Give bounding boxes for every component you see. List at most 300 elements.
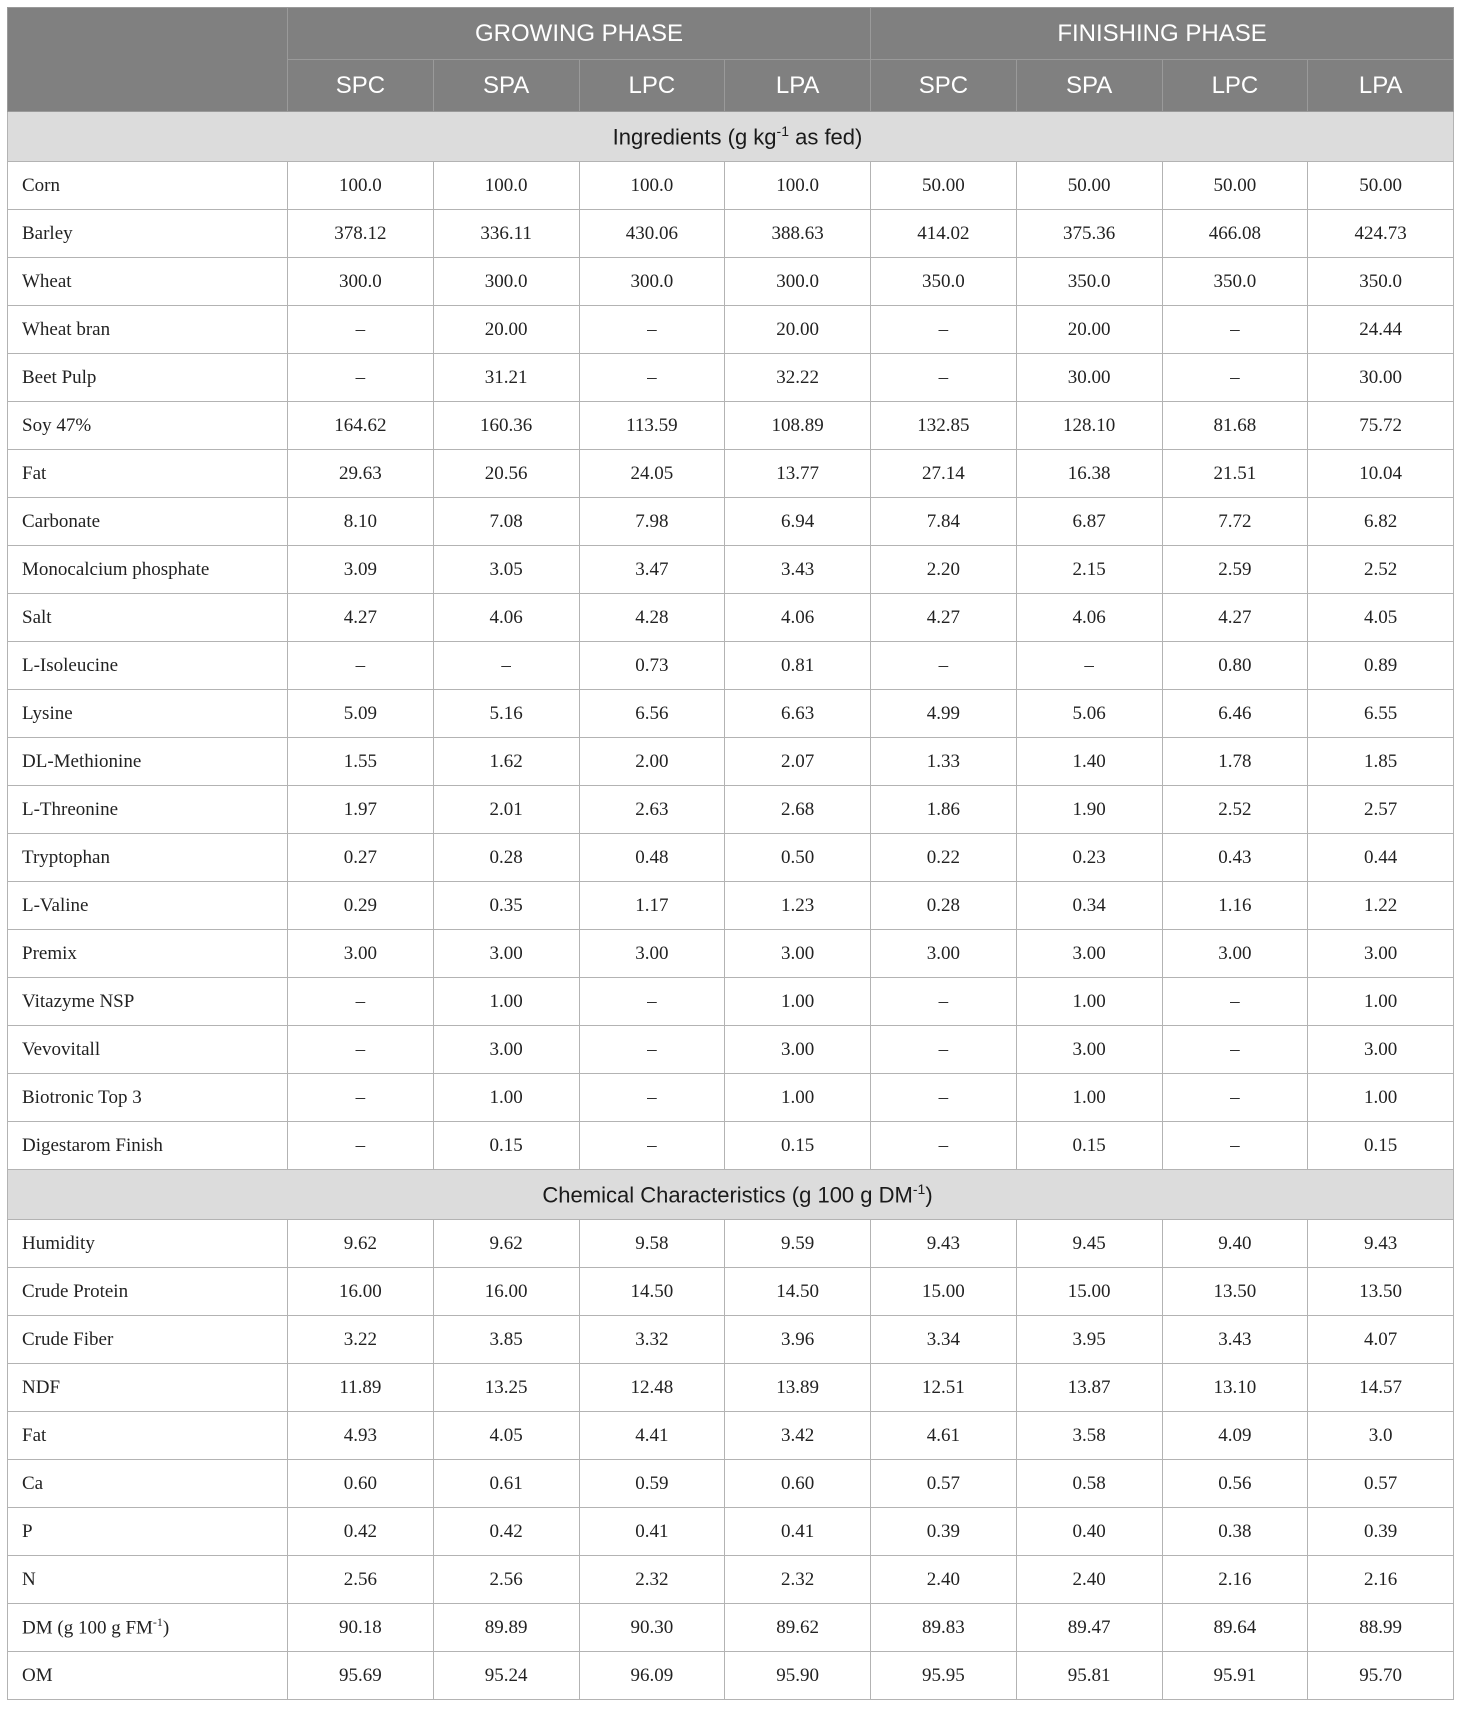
table-row [8, 978, 1454, 1026]
value-cell: 0.59 [579, 1460, 725, 1508]
value-cell: 2.68 [725, 786, 871, 834]
row-label-text: L-Threonine [22, 798, 119, 820]
value-cell: 0.41 [725, 1508, 871, 1556]
value-cell: 1.00 [725, 978, 871, 1026]
value-cell: 4.61 [871, 1412, 1017, 1460]
row-label-text: Vevovitall [22, 1038, 101, 1060]
value-cell: 95.70 [1308, 1652, 1454, 1700]
value-cell: 0.42 [433, 1508, 579, 1556]
row-label [8, 546, 288, 594]
value-cell: – [871, 978, 1017, 1026]
value-cell: 0.42 [288, 1508, 434, 1556]
value-cell: 7.84 [871, 498, 1017, 546]
value-cell: 20.00 [1016, 306, 1162, 354]
value-cell: – [579, 1026, 725, 1074]
column-header: SPC [288, 60, 434, 112]
row-label [8, 1026, 288, 1074]
row-label [8, 1316, 288, 1364]
value-cell: 95.95 [871, 1652, 1017, 1700]
value-cell: 31.21 [433, 354, 579, 402]
row-label-text: DL-Methionine [22, 750, 142, 772]
value-cell: 0.28 [433, 834, 579, 882]
table-row [8, 546, 1454, 594]
value-cell: 1.00 [433, 1074, 579, 1122]
value-cell: 424.73 [1308, 210, 1454, 258]
value-cell: 9.59 [725, 1220, 871, 1268]
value-cell: 5.16 [433, 690, 579, 738]
value-cell: 5.09 [288, 690, 434, 738]
row-label [8, 498, 288, 546]
row-label-text: Vitazyme NSP [22, 990, 135, 1012]
value-cell: 9.58 [579, 1220, 725, 1268]
value-cell: 3.00 [725, 930, 871, 978]
table-row [8, 402, 1454, 450]
value-cell: 1.00 [1308, 1074, 1454, 1122]
value-cell: 95.69 [288, 1652, 434, 1700]
value-cell: 1.40 [1016, 738, 1162, 786]
value-cell: – [1162, 1026, 1308, 1074]
value-cell: 1.78 [1162, 738, 1308, 786]
value-cell: 0.35 [433, 882, 579, 930]
value-cell: 1.17 [579, 882, 725, 930]
value-cell: 1.33 [871, 738, 1017, 786]
table-row [8, 690, 1454, 738]
table-row [8, 1026, 1454, 1074]
value-cell: 1.22 [1308, 882, 1454, 930]
value-cell: 300.0 [725, 258, 871, 306]
row-label-text: Fat [22, 462, 47, 484]
value-cell: 2.63 [579, 786, 725, 834]
row-label-text: NDF [22, 1376, 61, 1398]
row-label [8, 162, 288, 210]
value-cell: 1.00 [1016, 978, 1162, 1026]
row-label-text: Lysine [22, 702, 73, 724]
row-label-text: Fat [22, 1424, 47, 1446]
table-row [8, 1604, 1454, 1652]
value-cell: 3.47 [579, 546, 725, 594]
row-label [8, 402, 288, 450]
value-cell: 81.68 [1162, 402, 1308, 450]
value-cell: – [1016, 642, 1162, 690]
value-cell: – [579, 354, 725, 402]
value-cell: 0.22 [871, 834, 1017, 882]
table-row [8, 1460, 1454, 1508]
table-row [8, 1074, 1454, 1122]
value-cell: 0.58 [1016, 1460, 1162, 1508]
value-cell: 0.56 [1162, 1460, 1308, 1508]
growing-phase-header: GROWING PHASE [288, 8, 871, 60]
row-label-text: Salt [22, 606, 52, 628]
value-cell: – [871, 306, 1017, 354]
value-cell: 3.09 [288, 546, 434, 594]
value-cell: 3.00 [1016, 1026, 1162, 1074]
value-cell: 95.81 [1016, 1652, 1162, 1700]
value-cell: 2.32 [579, 1556, 725, 1604]
table-row [8, 498, 1454, 546]
row-label-text: Monocalcium phosphate [22, 558, 210, 580]
value-cell: 7.72 [1162, 498, 1308, 546]
value-cell: 0.34 [1016, 882, 1162, 930]
table-row [8, 1652, 1454, 1700]
row-label-text: Crude Protein [22, 1280, 129, 1302]
value-cell: 24.44 [1308, 306, 1454, 354]
table-row [8, 738, 1454, 786]
value-cell: 50.00 [871, 162, 1017, 210]
value-cell: 3.43 [1162, 1316, 1308, 1364]
row-label-text: DM (g 100 g FM [22, 1617, 153, 1639]
value-cell: 30.00 [1308, 354, 1454, 402]
value-cell: 9.43 [871, 1220, 1017, 1268]
value-cell: 0.57 [1308, 1460, 1454, 1508]
column-header: LPC [579, 60, 725, 112]
column-header: SPA [433, 60, 579, 112]
value-cell: 20.00 [433, 306, 579, 354]
section-title-superscript: -1 [776, 122, 789, 139]
value-cell: 16.38 [1016, 450, 1162, 498]
value-cell: 0.29 [288, 882, 434, 930]
value-cell: 466.08 [1162, 210, 1308, 258]
value-cell: 0.43 [1162, 834, 1308, 882]
value-cell: 14.57 [1308, 1364, 1454, 1412]
section-title-text: Ingredients (g kg [612, 124, 777, 150]
value-cell: 1.23 [725, 882, 871, 930]
value-cell: 2.07 [725, 738, 871, 786]
value-cell: 336.11 [433, 210, 579, 258]
value-cell: 89.47 [1016, 1604, 1162, 1652]
diet-composition-table [7, 7, 1454, 1700]
value-cell: 89.62 [725, 1604, 871, 1652]
value-cell: 3.95 [1016, 1316, 1162, 1364]
value-cell: 3.0 [1308, 1412, 1454, 1460]
row-label [8, 594, 288, 642]
value-cell: 6.94 [725, 498, 871, 546]
value-cell: 14.50 [579, 1268, 725, 1316]
row-label-text: Corn [22, 174, 60, 196]
table-row [8, 1556, 1454, 1604]
value-cell: 9.40 [1162, 1220, 1308, 1268]
value-cell: 0.44 [1308, 834, 1454, 882]
value-cell: 0.80 [1162, 642, 1308, 690]
table-row [8, 1122, 1454, 1170]
value-cell: 4.28 [579, 594, 725, 642]
value-cell: – [433, 642, 579, 690]
value-cell: 3.00 [433, 1026, 579, 1074]
value-cell: 96.09 [579, 1652, 725, 1700]
value-cell: – [871, 354, 1017, 402]
value-cell: 388.63 [725, 210, 871, 258]
value-cell: 1.97 [288, 786, 434, 834]
row-label [8, 450, 288, 498]
value-cell: 0.15 [433, 1122, 579, 1170]
value-cell: – [871, 1122, 1017, 1170]
row-label [8, 642, 288, 690]
column-header: LPA [1308, 60, 1454, 112]
value-cell: 375.36 [1016, 210, 1162, 258]
column-header: SPC [871, 60, 1017, 112]
value-cell: 2.52 [1162, 786, 1308, 834]
value-cell: 4.05 [433, 1412, 579, 1460]
value-cell: 50.00 [1162, 162, 1308, 210]
value-cell: 4.09 [1162, 1412, 1308, 1460]
value-cell: 300.0 [288, 258, 434, 306]
value-cell: 6.56 [579, 690, 725, 738]
value-cell: 0.40 [1016, 1508, 1162, 1556]
row-label [8, 1122, 288, 1170]
value-cell: 11.89 [288, 1364, 434, 1412]
value-cell: – [1162, 978, 1308, 1026]
value-cell: 9.43 [1308, 1220, 1454, 1268]
value-cell: 13.77 [725, 450, 871, 498]
value-cell: 10.04 [1308, 450, 1454, 498]
value-cell: – [288, 306, 434, 354]
value-cell: – [288, 1074, 434, 1122]
value-cell: 6.55 [1308, 690, 1454, 738]
value-cell: 0.15 [1308, 1122, 1454, 1170]
row-label [8, 1604, 288, 1652]
table-row [8, 834, 1454, 882]
table-row [8, 1412, 1454, 1460]
value-cell: 0.28 [871, 882, 1017, 930]
row-label-text: Crude Fiber [22, 1328, 114, 1350]
table-row [8, 210, 1454, 258]
row-label-text: Wheat [22, 270, 72, 292]
row-label-text: Digestarom Finish [22, 1134, 163, 1156]
table-row [8, 594, 1454, 642]
value-cell: 6.46 [1162, 690, 1308, 738]
value-cell: 90.18 [288, 1604, 434, 1652]
value-cell: 3.96 [725, 1316, 871, 1364]
row-label [8, 1412, 288, 1460]
value-cell: 1.90 [1016, 786, 1162, 834]
value-cell: 95.91 [1162, 1652, 1308, 1700]
row-label [8, 210, 288, 258]
value-cell: 0.81 [725, 642, 871, 690]
row-label [8, 978, 288, 1026]
value-cell: 27.14 [871, 450, 1017, 498]
table-row [8, 1268, 1454, 1316]
value-cell: 9.62 [433, 1220, 579, 1268]
value-cell: 4.27 [1162, 594, 1308, 642]
section-title-superscript: -1 [912, 1180, 926, 1197]
value-cell: 1.00 [1016, 1074, 1162, 1122]
value-cell: 0.50 [725, 834, 871, 882]
value-cell: 378.12 [288, 210, 434, 258]
table-body [8, 112, 1454, 1700]
value-cell: 350.0 [871, 258, 1017, 306]
row-label-text: Humidity [22, 1232, 95, 1254]
value-cell: 12.51 [871, 1364, 1017, 1412]
value-cell: 300.0 [433, 258, 579, 306]
table-row [8, 258, 1454, 306]
value-cell: – [579, 1074, 725, 1122]
value-cell: 4.06 [725, 594, 871, 642]
value-cell: 13.50 [1162, 1268, 1308, 1316]
value-cell: 1.16 [1162, 882, 1308, 930]
value-cell: 0.48 [579, 834, 725, 882]
value-cell: 0.41 [579, 1508, 725, 1556]
value-cell: 4.27 [871, 594, 1017, 642]
value-cell: 89.83 [871, 1604, 1017, 1652]
row-label [8, 1652, 288, 1700]
row-label [8, 306, 288, 354]
row-label [8, 1460, 288, 1508]
value-cell: 3.00 [1308, 930, 1454, 978]
row-label-suffix: ) [162, 1617, 170, 1639]
value-cell: 9.45 [1016, 1220, 1162, 1268]
value-cell: 0.60 [288, 1460, 434, 1508]
value-cell: – [871, 1074, 1017, 1122]
value-cell: 2.32 [725, 1556, 871, 1604]
value-cell: 95.24 [433, 1652, 579, 1700]
value-cell: 4.93 [288, 1412, 434, 1460]
value-cell: 2.56 [433, 1556, 579, 1604]
value-cell: 0.89 [1308, 642, 1454, 690]
value-cell: – [579, 1122, 725, 1170]
table-row [8, 882, 1454, 930]
value-cell: 3.58 [1016, 1412, 1162, 1460]
value-cell: 3.00 [433, 930, 579, 978]
row-label-text: Tryptophan [22, 846, 110, 868]
value-cell: 350.0 [1016, 258, 1162, 306]
column-header: LPC [1162, 60, 1308, 112]
value-cell: 2.20 [871, 546, 1017, 594]
row-label [8, 786, 288, 834]
value-cell: – [1162, 306, 1308, 354]
value-cell: – [1162, 354, 1308, 402]
section-title-suffix: ) [925, 1182, 933, 1208]
phase-header-row [8, 8, 1454, 60]
value-cell: 3.00 [1308, 1026, 1454, 1074]
table-row [8, 162, 1454, 210]
value-cell: 4.27 [288, 594, 434, 642]
value-cell: 32.22 [725, 354, 871, 402]
value-cell: 6.63 [725, 690, 871, 738]
value-cell: 16.00 [433, 1268, 579, 1316]
value-cell: 4.41 [579, 1412, 725, 1460]
value-cell: 7.08 [433, 498, 579, 546]
value-cell: – [288, 1122, 434, 1170]
row-label-text: Biotronic Top 3 [22, 1086, 142, 1108]
value-cell: 13.50 [1308, 1268, 1454, 1316]
value-cell: 15.00 [871, 1268, 1017, 1316]
value-cell: 0.15 [725, 1122, 871, 1170]
value-cell: 3.05 [433, 546, 579, 594]
row-label [8, 258, 288, 306]
value-cell: 0.23 [1016, 834, 1162, 882]
row-label-text: P [22, 1520, 33, 1542]
value-cell: 2.52 [1308, 546, 1454, 594]
value-cell: 2.00 [579, 738, 725, 786]
value-cell: 414.02 [871, 210, 1017, 258]
ingredients-section-header [8, 112, 1454, 162]
row-label-text: Carbonate [22, 510, 101, 532]
row-label [8, 834, 288, 882]
value-cell: 0.73 [579, 642, 725, 690]
value-cell: 3.00 [871, 930, 1017, 978]
table-row [8, 1220, 1454, 1268]
value-cell: 89.89 [433, 1604, 579, 1652]
value-cell: 7.98 [579, 498, 725, 546]
row-label-text: N [22, 1568, 36, 1590]
value-cell: 75.72 [1308, 402, 1454, 450]
value-cell: 2.40 [1016, 1556, 1162, 1604]
table-row [8, 642, 1454, 690]
value-cell: 100.0 [725, 162, 871, 210]
value-cell: – [288, 1026, 434, 1074]
column-header: SPA [1016, 60, 1162, 112]
value-cell: 13.25 [433, 1364, 579, 1412]
value-cell: – [579, 978, 725, 1026]
value-cell: 100.0 [288, 162, 434, 210]
row-label [8, 1508, 288, 1556]
value-cell: 3.00 [1016, 930, 1162, 978]
value-cell: 3.00 [1162, 930, 1308, 978]
value-cell: 88.99 [1308, 1604, 1454, 1652]
value-cell: 1.55 [288, 738, 434, 786]
table-row [8, 354, 1454, 402]
table-row [8, 1508, 1454, 1556]
row-label [8, 1268, 288, 1316]
value-cell: 108.89 [725, 402, 871, 450]
value-cell: 0.57 [871, 1460, 1017, 1508]
value-cell: 300.0 [579, 258, 725, 306]
table-row [8, 1316, 1454, 1364]
row-label [8, 690, 288, 738]
row-label [8, 1556, 288, 1604]
row-label [8, 1220, 288, 1268]
value-cell: 3.00 [725, 1026, 871, 1074]
value-cell: 0.15 [1016, 1122, 1162, 1170]
value-cell: 2.15 [1016, 546, 1162, 594]
value-cell: 13.10 [1162, 1364, 1308, 1412]
value-cell: 100.0 [579, 162, 725, 210]
row-label-text: OM [22, 1664, 53, 1686]
value-cell: 100.0 [433, 162, 579, 210]
value-cell: 9.62 [288, 1220, 434, 1268]
value-cell: 30.00 [1016, 354, 1162, 402]
value-cell: 15.00 [1016, 1268, 1162, 1316]
row-label [8, 1364, 288, 1412]
value-cell: 2.16 [1308, 1556, 1454, 1604]
value-cell: 20.00 [725, 306, 871, 354]
value-cell: 13.87 [1016, 1364, 1162, 1412]
value-cell: 1.00 [1308, 978, 1454, 1026]
value-cell: 50.00 [1016, 162, 1162, 210]
value-cell: 8.10 [288, 498, 434, 546]
value-cell: 1.62 [433, 738, 579, 786]
row-label [8, 882, 288, 930]
row-label-text: L-Isoleucine [22, 654, 119, 676]
value-cell: 4.07 [1308, 1316, 1454, 1364]
row-label-text: Wheat bran [22, 318, 111, 340]
value-cell: 350.0 [1308, 258, 1454, 306]
value-cell: 0.61 [433, 1460, 579, 1508]
value-cell: – [1162, 1074, 1308, 1122]
table-row [8, 450, 1454, 498]
column-header: LPA [725, 60, 871, 112]
value-cell: 2.57 [1308, 786, 1454, 834]
value-cell: 430.06 [579, 210, 725, 258]
value-cell: 128.10 [1016, 402, 1162, 450]
value-cell: 350.0 [1162, 258, 1308, 306]
value-cell: 13.89 [725, 1364, 871, 1412]
value-cell: 50.00 [1308, 162, 1454, 210]
value-cell: – [871, 642, 1017, 690]
value-cell: 0.27 [288, 834, 434, 882]
table-row [8, 786, 1454, 834]
value-cell: – [288, 978, 434, 1026]
row-label [8, 738, 288, 786]
